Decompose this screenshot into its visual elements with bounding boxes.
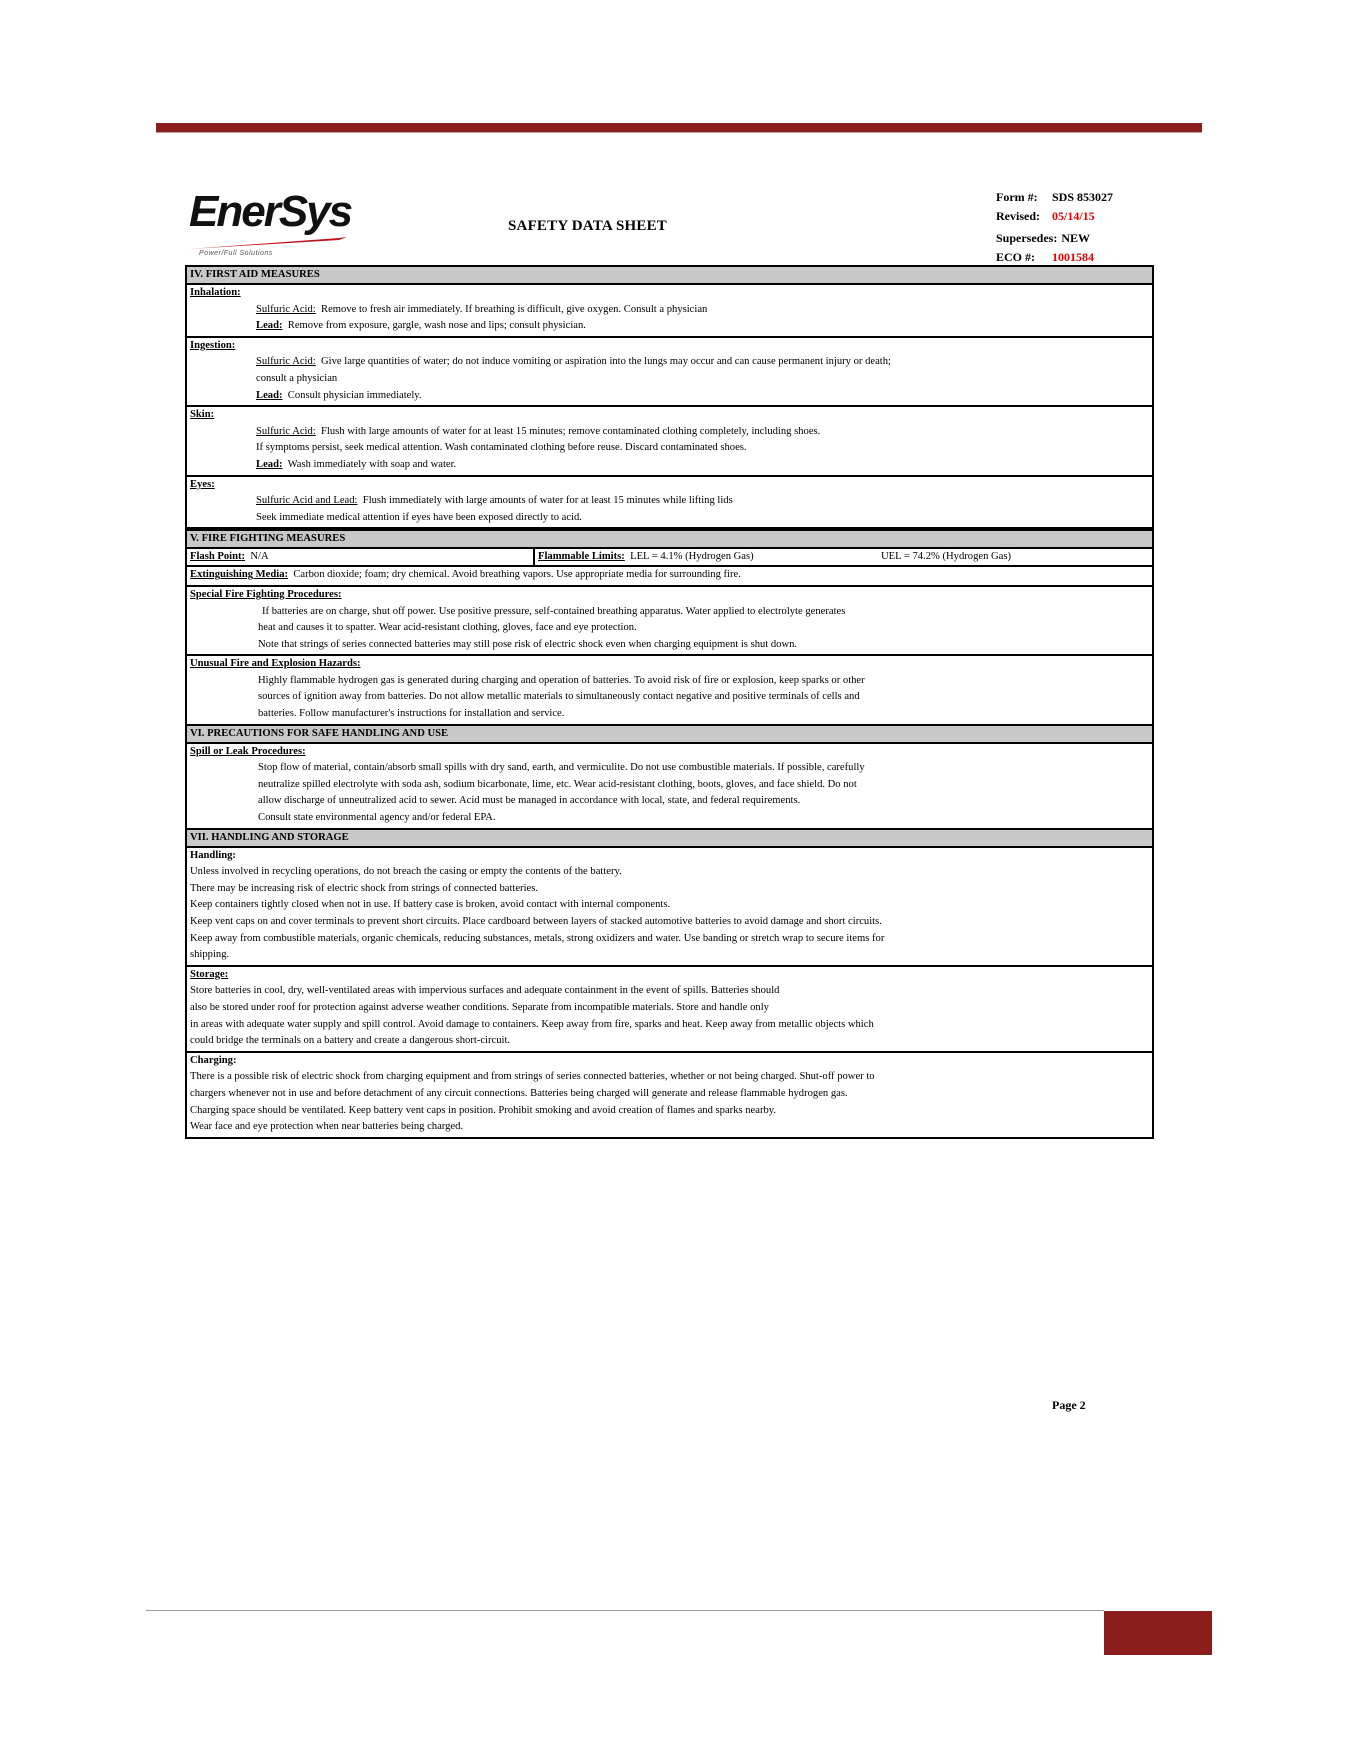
- unusual-hazards-block: [187, 656, 1152, 725]
- eyes-sa-text: Flush immediately with large amounts of water for at least 15 minutes while lifting lids: [362, 495, 733, 507]
- flash-point-value: N/A: [250, 551, 269, 563]
- top-rule: [156, 123, 1202, 133]
- eyes-sa-text-2: Seek immediate medical attention if eyes have been exposed directly to acid.: [256, 511, 582, 523]
- inhalation-sa-label: Sulfuric Acid:: [256, 303, 316, 315]
- section-heading-fire-fighting: V. FIRE FIGHTING MEASURES: [187, 529, 1152, 549]
- special-line: heat and causes it to spatter. Wear acid-resistant clothing, gloves, face and eye protection.: [258, 622, 637, 634]
- ingestion-lead-label: Lead:: [256, 389, 283, 401]
- handling-label: Handling:: [190, 849, 236, 861]
- skin-sa-label: Sulfuric Acid:: [256, 425, 316, 437]
- spill-line: Consult state environmental agency and/or federal EPA.: [258, 812, 496, 824]
- supersedes-value: NEW: [1061, 231, 1091, 245]
- lel-value: LEL = 4.1% (Hydrogen Gas): [630, 551, 754, 563]
- revised-value: 05/14/15: [1052, 209, 1095, 223]
- section-heading-handling-storage: VII. HANDLING AND STORAGE: [187, 830, 1152, 848]
- unusual-hazards-label: Unusual Fire and Explosion Hazards:: [190, 658, 361, 670]
- inhalation-label: Inhalation:: [190, 287, 241, 298]
- eco-label: ECO #:: [996, 250, 1035, 264]
- handling-line: Keep away from combustible materials, organic chemicals, reducing substances, metals, strong oxidizers and water. Use banding or stretch wrap to secure items for: [190, 932, 885, 944]
- handling-line: Keep containers tightly closed when not in use. If battery case is broken, avoid contact with internal components.: [190, 899, 671, 911]
- skin-block: [187, 407, 1152, 476]
- flash-flammable-row: [187, 549, 1152, 567]
- unusual-line: Highly flammable hydrogen gas is generated during charging and operation of batteries. To avoid risk of fire or explosion, keep sparks or other: [258, 674, 865, 686]
- logo-tagline: Power/Full Solutions: [199, 250, 273, 257]
- enersys-logo: [189, 186, 359, 266]
- document-title: SAFETY DATA SHEET: [508, 218, 667, 234]
- storage-line: also be stored under roof for protection against adverse weather conditions. Separate from incompatible materials. Store and handle only: [190, 1001, 769, 1013]
- ingestion-sa-text-2: consult a physician: [256, 372, 338, 384]
- spill-label: Spill or Leak Procedures:: [190, 745, 306, 757]
- handling-line: Unless involved in recycling operations, do not breach the casing or empty the contents of the battery.: [190, 866, 622, 878]
- ingestion-sa-text: Give large quantities of water; do not induce vomiting or aspiration into the lungs may occur and can cause permanent injury or death;: [321, 356, 891, 368]
- eyes-sa-label: Sulfuric Acid and Lead:: [256, 495, 358, 507]
- spill-line: Stop flow of material, contain/absorb small spills with dry sand, earth, and vermiculite. Do not use combustible materials. If possible, carefully: [258, 762, 865, 774]
- storage-line: Store batteries in cool, dry, well-ventilated areas with impervious surfaces and adequate containment in the event of spills. Batteries should: [190, 985, 780, 997]
- eyes-block: [187, 477, 1152, 530]
- handling-line: Keep vent caps on and cover terminals to prevent short circuits. Place cardboard between layers of stacked automotive batteries to avoid damage and short circuits.: [190, 916, 882, 927]
- extinguishing-text: Carbon dioxide; foam; dry chemical. Avoid breathing vapors. Use appropriate media for surrounding fire.: [293, 569, 741, 581]
- ingestion-block: [187, 338, 1152, 407]
- unusual-line: sources of ignition away from batteries. Do not allow metallic materials to simultaneously contact negative and positive terminals of cells and: [258, 691, 860, 703]
- special-procedures-block: [187, 587, 1152, 656]
- form-label: Form #:: [996, 190, 1038, 204]
- special-procedures-label: Special Fire Fighting Procedures:: [190, 588, 342, 600]
- logo-wordmark: EnerSys: [189, 187, 352, 236]
- bottom-rule: [146, 1610, 1104, 1611]
- special-line: If batteries are on charge, shut off power. Use positive pressure, self-contained breathing apparatus. Water applied to electrolyte generates: [262, 605, 846, 617]
- handling-block: [187, 848, 1152, 967]
- spill-block: [187, 744, 1152, 830]
- handling-line: shipping.: [190, 949, 230, 961]
- storage-label: Storage:: [190, 968, 229, 980]
- logo-swoosh-icon: [189, 236, 349, 250]
- flash-point-label: Flash Point:: [190, 551, 246, 563]
- ingestion-label: Ingestion:: [190, 339, 236, 351]
- uel-value: UEL = 74.2% (Hydrogen Gas): [881, 551, 1012, 563]
- eyes-label: Eyes:: [190, 478, 215, 490]
- skin-lead-text: Wash immediately with soap and water.: [287, 458, 457, 470]
- form-value: SDS 853027: [1052, 190, 1114, 204]
- page-number: Page 2: [1052, 1398, 1086, 1412]
- charging-block: [187, 1053, 1152, 1137]
- flammable-limits-label: Flammable Limits:: [538, 551, 625, 563]
- footer-accent-box: [1104, 1611, 1212, 1655]
- skin-sa-text: Flush with large amounts of water for at least 15 minutes; remove contaminated clothing completely, including shoes.: [321, 425, 821, 437]
- eco-value: 1001584: [1052, 250, 1094, 264]
- skin-label: Skin:: [190, 409, 215, 421]
- section-heading-first-aid: IV. FIRST AID MEASURES: [187, 267, 1152, 285]
- storage-line: in areas with adequate water supply and spill control. Avoid damage to containers. Keep away from fire, sparks and heat. Keep away from metallic objects which: [190, 1018, 874, 1030]
- handling-line: There may be increasing risk of electric shock from strings of connected batteries.: [190, 882, 538, 894]
- charging-line: There is a possible risk of electric shock from charging equipment and from strings of series connected batteries, whether or not being charged. Shut-off power to: [190, 1071, 875, 1083]
- extinguishing-label: Extinguishing Media:: [190, 569, 289, 581]
- charging-line: chargers whenever not in use and before detachment of any circuit connections. Batteries being charged will generate and release flammable hydrogen gas.: [190, 1087, 848, 1099]
- sds-document: [185, 186, 1154, 1139]
- storage-block: [187, 967, 1152, 1053]
- charging-label: Charging:: [190, 1054, 237, 1066]
- sds-header: [185, 186, 1154, 265]
- document-meta: [996, 188, 1113, 267]
- skin-sa-text-2: If symptoms persist, seek medical attention. Wash contaminated clothing before reuse. Discard contaminated shoes.: [256, 442, 747, 454]
- sds-table: [185, 265, 1154, 1139]
- inhalation-lead-text: Remove from exposure, gargle, wash nose and lips; consult physician.: [287, 320, 586, 332]
- supersedes-label: Supersedes:: [996, 231, 1058, 245]
- inhalation-lead-label: Lead:: [256, 320, 283, 332]
- section-heading-precautions: VI. PRECAUTIONS FOR SAFE HANDLING AND USE: [187, 726, 1152, 744]
- spill-line: neutralize spilled electrolyte with soda ash, sodium bicarbonate, lime, etc. Wear acid-resistant clothing, boots, gloves, and face shield. Do not: [258, 778, 857, 790]
- charging-line: Wear face and eye protection when near batteries being charged.: [190, 1121, 464, 1133]
- extinguishing-block: [187, 567, 1152, 587]
- unusual-line: batteries. Follow manufacturer's instructions for installation and service.: [258, 708, 565, 720]
- ingestion-lead-text: Consult physician immediately.: [287, 389, 422, 401]
- special-line: Note that strings of series connected batteries may still pose risk of electric shock even when charging equipment is shut down.: [258, 638, 798, 650]
- ingestion-sa-label: Sulfuric Acid:: [256, 356, 316, 368]
- spill-line: allow discharge of unneutralized acid to sewer. Acid must be managed in accordance with local, state, and federal requirements.: [258, 795, 801, 807]
- storage-line: could bridge the terminals on a battery and create a dangerous short-circuit.: [190, 1035, 511, 1047]
- charging-line: Charging space should be ventilated. Keep battery vent caps in position. Prohibit smoking and avoid creation of flames and sparks nearby.: [190, 1104, 777, 1116]
- inhalation-sa-text: Remove to fresh air immediately. If breathing is difficult, give oxygen. Consult a physician: [321, 303, 708, 315]
- skin-lead-label: Lead:: [256, 458, 283, 470]
- revised-label: Revised:: [996, 209, 1040, 223]
- inhalation-block: [187, 285, 1152, 338]
